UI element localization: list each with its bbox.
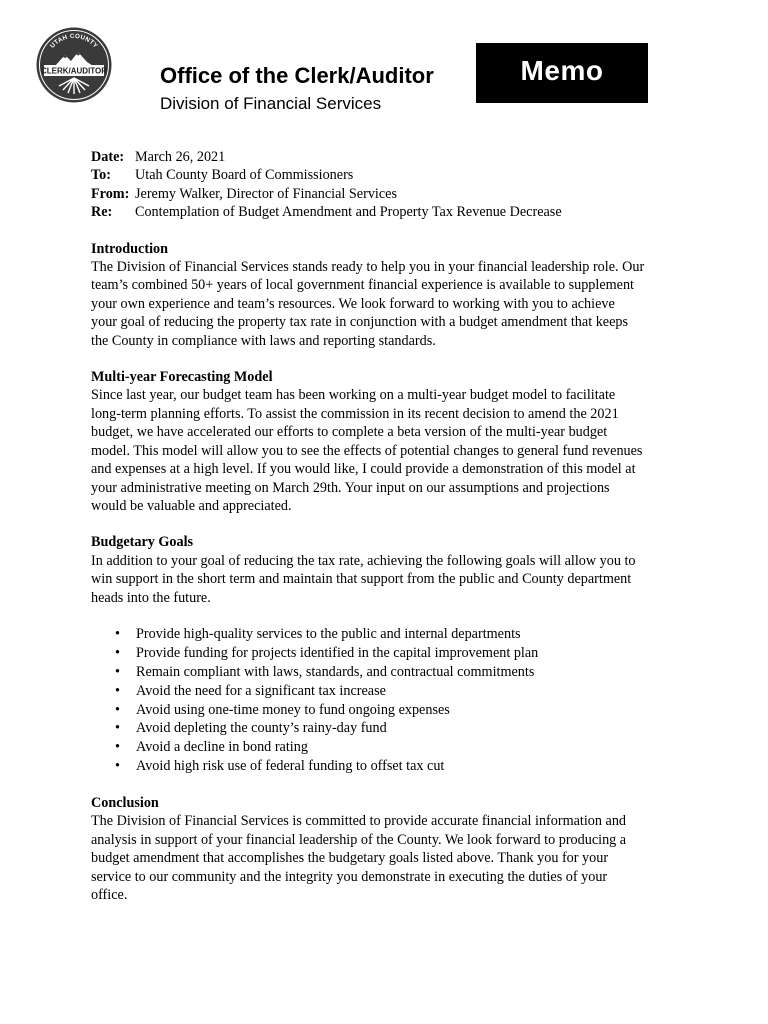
paragraph-line: long-term planning efforts. To assist the commission in its recent decision to amend the 2021	[91, 405, 619, 422]
seal-top-text: UTAH COUNTY	[49, 32, 99, 50]
list-item-text: Remain compliant with laws, standards, and contractual commitments	[136, 663, 535, 680]
list-item	[91, 738, 691, 757]
paragraph-line: win support in the short term and maintain that support from the public and County department	[91, 571, 632, 588]
re-label: Re:	[91, 204, 113, 221]
to-value: Utah County Board of Commissioners	[135, 167, 354, 184]
paragraph-line: Since last year, our budget team has been working on a multi-year budget model to facilitate	[91, 387, 616, 404]
date-label: Date:	[91, 149, 125, 165]
from-row	[91, 185, 691, 203]
date-value: March 26, 2021	[135, 149, 226, 165]
paragraph-line: analysis in support of your financial leadership of the County. We look forward to producing a	[91, 831, 627, 848]
office-title: Office of the Clerk/Auditor	[160, 63, 434, 88]
to-row	[91, 166, 691, 184]
memo-header-fields	[91, 148, 691, 222]
from-label: From:	[91, 185, 130, 202]
paragraph-line: your goal of reducing the property tax rate in conjunction with a budget amendment that keeps	[91, 314, 628, 331]
conclusion-section	[91, 794, 691, 904]
bullet-icon: •	[115, 644, 120, 661]
bullet-icon: •	[115, 625, 120, 642]
introduction-heading: Introduction	[91, 240, 168, 257]
forecasting-section	[91, 368, 691, 515]
list-item	[91, 701, 691, 720]
date-row	[91, 148, 691, 166]
list-item	[91, 644, 691, 663]
memo-body	[91, 148, 691, 905]
paragraph-line: The Division of Financial Services is committed to provide accurate financial information and	[91, 813, 627, 830]
list-item-text: Avoid a decline in bond rating	[136, 739, 308, 756]
budgetary-goals-section	[91, 533, 691, 776]
paragraph-line: team’s combined 50+ years of local government financial experience is available to supplement	[91, 277, 634, 294]
bullet-icon: •	[115, 682, 120, 699]
paragraph-line: office.	[91, 887, 128, 904]
to-label: To:	[91, 167, 111, 184]
utah-county-clerk-auditor-seal-icon	[35, 26, 113, 104]
list-item	[91, 682, 691, 701]
list-item-text: Provide high-quality services to the public and internal departments	[136, 625, 521, 642]
bullet-icon: •	[115, 701, 120, 718]
list-item	[91, 625, 691, 644]
introduction-section	[91, 240, 691, 350]
division-title: Division of Financial Services	[160, 94, 382, 113]
list-item	[91, 663, 691, 682]
seal-banner-text: CLERK/AUDITOR	[40, 66, 108, 76]
budgetary-goals-list	[91, 625, 691, 776]
forecasting-paragraph	[91, 386, 691, 515]
paragraph-line: your own experience and team’s resources. We look forward to working with you to achieve	[91, 295, 615, 312]
paragraph-line: your administrative meeting on March 29th. Your input on our assumptions and projections	[91, 479, 610, 496]
paragraph-line: The Division of Financial Services stands ready to help you in your financial leadership role. Our	[91, 259, 645, 276]
list-item	[91, 719, 691, 738]
bullet-icon: •	[115, 663, 120, 680]
paragraph-line: heads into the future.	[91, 589, 211, 606]
budgetary-goals-paragraph	[91, 552, 691, 607]
paragraph-line: and expenses at a high level. If you would like, I could provide a demonstration of this model at	[91, 461, 636, 478]
list-item-text: Avoid using one-time money to fund ongoing expenses	[136, 701, 450, 718]
memo-banner	[476, 43, 648, 103]
conclusion-heading: Conclusion	[91, 795, 159, 812]
paragraph-line: the County in compliance with laws and reporting standards.	[91, 332, 436, 349]
paragraph-line: would be valuable and appreciated.	[91, 497, 292, 514]
paragraph-line: model. This model will allow you to see the effects of potential changes to general fund revenues	[91, 442, 643, 459]
paragraph-line: budget, we have accelerated our efforts to complete a beta version of the multi-year budget	[91, 424, 608, 441]
paragraph-line: budget amendment that accomplishes the budgetary goals listed above. Thank you for your	[91, 850, 609, 867]
introduction-paragraph	[91, 258, 691, 350]
re-value: Contemplation of Budget Amendment and Property Tax Revenue Decrease	[135, 204, 562, 221]
re-row	[91, 203, 691, 221]
budgetary-goals-heading: Budgetary Goals	[91, 534, 194, 551]
memo-label: Memo	[520, 55, 604, 86]
conclusion-paragraph	[91, 812, 691, 904]
paragraph-line: service to our community and the integrity you demonstrate in executing the duties of your	[91, 868, 608, 885]
forecasting-heading: Multi-year Forecasting Model	[91, 369, 273, 386]
bullet-icon: •	[115, 758, 120, 775]
bullet-icon: •	[115, 720, 120, 737]
list-item-text: Provide funding for projects identified in the capital improvement plan	[136, 644, 539, 661]
list-item-text: Avoid depleting the county’s rainy-day fund	[136, 720, 387, 737]
bullet-icon: •	[115, 739, 120, 756]
list-item-text: Avoid the need for a significant tax increase	[136, 682, 386, 699]
list-item-text: Avoid high risk use of federal funding to offset tax cut	[136, 758, 445, 775]
paragraph-line: In addition to your goal of reducing the tax rate, achieving the following goals will allow you to	[91, 552, 636, 569]
list-item	[91, 757, 691, 776]
from-value: Jeremy Walker, Director of Financial Services	[135, 185, 397, 202]
